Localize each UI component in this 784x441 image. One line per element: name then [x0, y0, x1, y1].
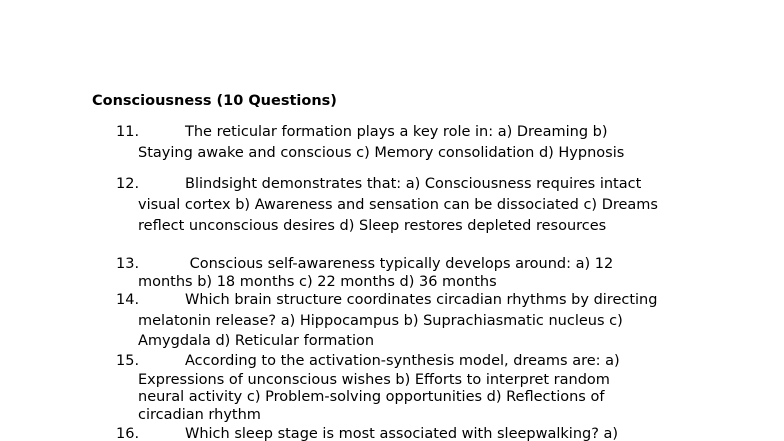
question-text-line: According to the activation-synthesis model, dreams are: a) [185, 353, 620, 369]
question-text-line: neural activity c) Problem-solving opportunities d) Reflections of [138, 389, 605, 405]
question-number: 12. [116, 176, 140, 192]
question-text-line: Amygdala d) Reticular formation [138, 333, 375, 349]
question-text-line: Which brain structure coordinates circadian rhythms by directing [185, 292, 658, 308]
question-text-line: Blindsight demonstrates that: a) Consciousness requires intact [185, 176, 642, 192]
question-text-line: visual cortex b) Awareness and sensation can be dissociated c) Dreams [138, 197, 658, 213]
question-number: 15. [116, 353, 140, 369]
question-number: 14. [116, 292, 140, 308]
section-heading: Consciousness (10 Questions) [92, 93, 337, 109]
question-text-line: months b) 18 months c) 22 months d) 36 months [138, 274, 497, 290]
question-text-line: Expressions of unconscious wishes b) Efforts to interpret random [138, 372, 610, 388]
question-text-line: Which sleep stage is most associated with sleepwalking? a) [185, 426, 619, 441]
question-text-line: melatonin release? a) Hippocampus b) Suprachiasmatic nucleus c) [138, 313, 623, 329]
question-number: 16. [116, 426, 140, 441]
question-text-line: Staying awake and conscious c) Memory consolidation d) Hypnosis [138, 145, 625, 161]
question-number: 13. [116, 256, 140, 272]
question-text-line: reflect unconscious desires d) Sleep restores depleted resources [138, 218, 607, 234]
question-text-line: The reticular formation plays a key role in: a) Dreaming b) [185, 124, 608, 140]
question-number: 11. [116, 124, 140, 140]
question-text-line: circadian rhythm [138, 407, 261, 423]
question-text-line: Conscious self-awareness typically develops around: a) 12 [185, 256, 614, 272]
